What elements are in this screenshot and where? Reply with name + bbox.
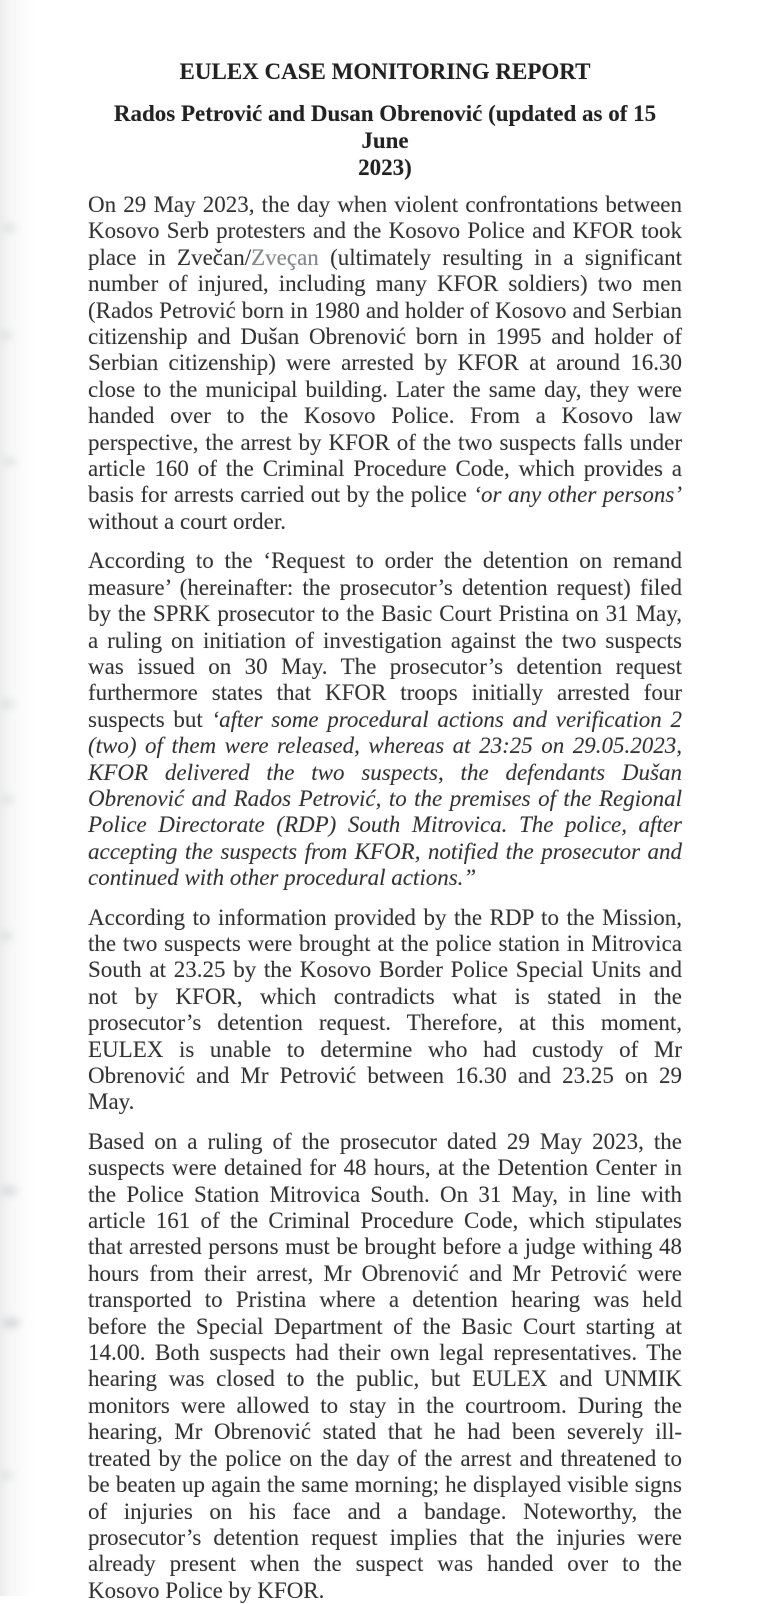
report-subtitle-line-2: 2023) [358, 155, 412, 180]
body-text: Zveçan [251, 244, 319, 270]
paragraph-detention-hearing [88, 1129, 682, 1604]
quoted-text: ‘or any other persons’ [473, 482, 682, 508]
body-text: without a court order. [88, 508, 287, 534]
report-subtitle [88, 100, 682, 181]
body-text: (ultimately resulting in a significant number of injured, including many KFOR soldiers) two men (Rados Petrović born in 1980 and holder of Kosovo and Serbian citizenship and Dušan Obrenović born in 1995 and holder of Serbian citizenship) were arrested by KFOR at around 16.30 close to the municipal building. Later the same day, they were handed over to the Kosovo Police. From a Kosovo law perspective, the arrest by KFOR of the two suspects falls under article 160 of the Criminal Procedure Code, which provides a basis for arrests carried out by the police [88, 244, 682, 508]
document-body [88, 192, 682, 1604]
body-text: According to information provided by the RDP to the Mission, the two suspects were brought at the police station in Mitrovica South at 23.25 by the Kosovo Border Police Special Units and not by KFOR, which contradicts what is stated in the prosecutor’s detention request. Therefore, at this moment, EULEX is unable to determine who had custody of Mr Obrenović and Mr Petrović between 16.30 and 23.25 on 29 May. [88, 904, 682, 1115]
body-text: According to the ‘Request to order the detention on remand measure’ (hereinafter: the prosecutor’s detention request) filed by the SPRK prosecutor to the Basic Court Pristina on 31 May, a ruling on initiation of investigation against the two suspects was issued on 30 May. The prosecutor’s detention request furthermore states that KFOR troops initially arrested four suspects but [88, 548, 682, 732]
report-subtitle-line-1: Rados Petrović and Dusan Obrenović (updated as of 15 June [113, 101, 657, 153]
body-text: On 29 May 2023, the day when violent confrontations between Kosovo Serb protesters and the Kosovo Police and KFOR took place in Zvečan/ [88, 192, 682, 270]
quoted-text: ‘after some procedural actions and verification 2 (two) of them were released, whereas at 23:25 on 29.05.2023, KFOR delivered the two suspects, the defendants Dušan Obrenović and Rados Petrović, to the premises of the Regional Police Directorate (RDP) South Mitrovica. The police, after accepting the suspects from KFOR, notified the prosecutor and continued with other procedural actions.” [88, 706, 682, 891]
paragraph-rdp-information [88, 905, 682, 1116]
body-text: Based on a ruling of the prosecutor dated 29 May 2023, the suspects were detained for 48 hours, at the Detention Center in the Police Station Mitrovica South. On 31 May, in line with article 161 of the Criminal Procedure Code, which stipulates that arrested persons must be brought before a judge withing 48 hours from their arrest, Mr Obrenović and Mr Petrović were transported to Pristina where a detention hearing was held before the Special Department of the Basic Court starting at 14.00. Both suspects had their own legal representatives. The hearing was closed to the public, but EULEX and UNMIK monitors were allowed to stay in the courtroom. During the hearing, Mr Obrenović stated that he had been severely ill-treated by the police on the day of the arrest and threatened to be beaten up again the same morning; he displayed visible signs of injuries on his face and a bandage. Noteworthy, the prosecutor’s detention request implies that the injuries were already present when the suspect was handed over to the Kosovo Police by KFOR. [88, 1128, 682, 1603]
paragraph-detention-request [88, 548, 682, 891]
paragraph-arrest-events [88, 192, 682, 535]
report-title: EULEX CASE MONITORING REPORT [179, 59, 591, 84]
